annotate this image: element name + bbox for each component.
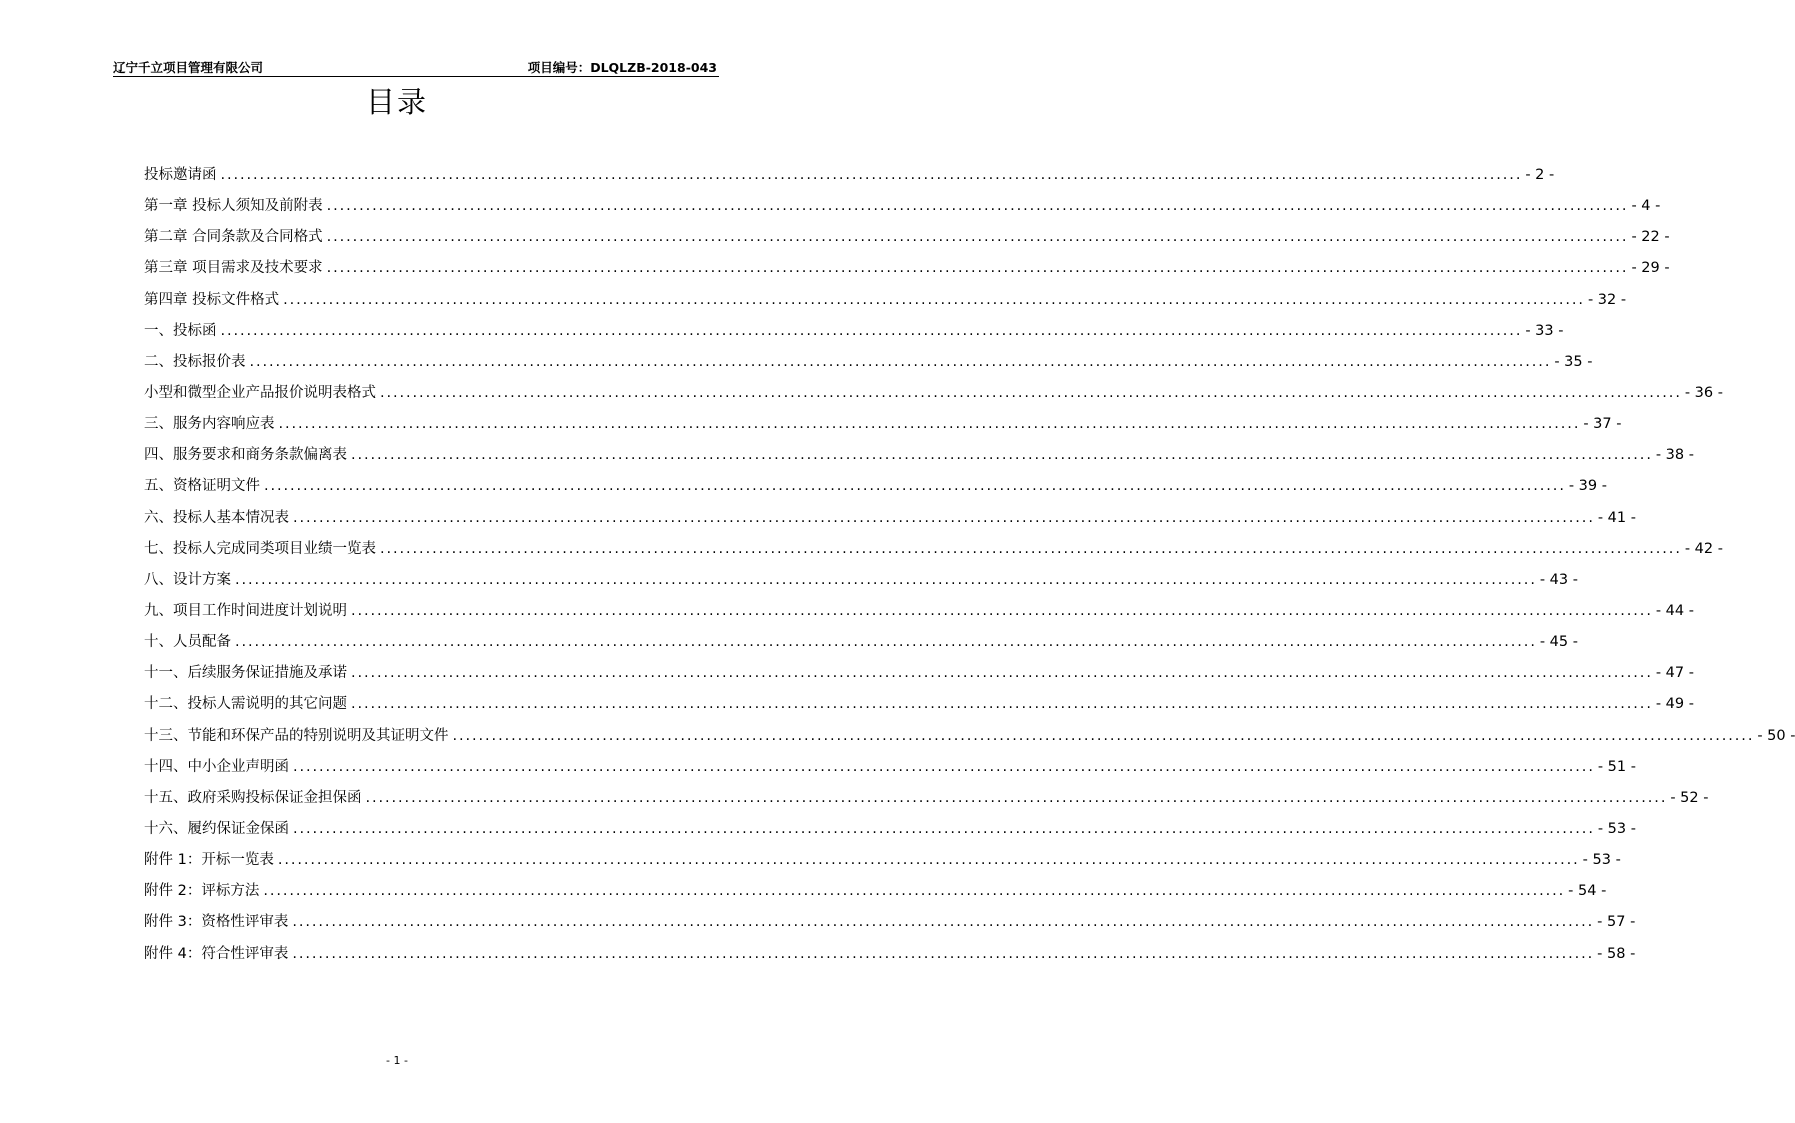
toc-leader-dots: ........................................................................................................................................................................................................ (351, 447, 1653, 464)
toc-entry-page: - 42 - (1684, 540, 1723, 557)
toc-entry[interactable] (144, 814, 1636, 845)
toc-leader-dots: ........................................................................................................................................................................................................ (292, 945, 1595, 962)
toc-entry-label: 第二章 合同条款及合同格式 (144, 229, 323, 246)
toc-entry[interactable] (144, 160, 1555, 191)
toc-entry-page: - 4 - (1631, 198, 1661, 215)
toc-entry-label: 十二、投标人需说明的其它问题 (144, 696, 347, 713)
toc-entry[interactable] (144, 316, 1564, 347)
toc-entry-label: 第三章 项目需求及技术要求 (144, 260, 323, 277)
toc-entry-label: 七、投标人完成同类项目业绩一览表 (144, 540, 376, 557)
page-header (113, 56, 719, 77)
toc-title: 目录 (365, 85, 428, 119)
toc-entry-label: 三、服务内容响应表 (144, 416, 275, 433)
toc-entry-page: - 53 - (1582, 852, 1621, 869)
toc-entry[interactable] (144, 907, 1636, 938)
toc-entry-page: - 35 - (1554, 353, 1593, 370)
toc-entry[interactable] (144, 347, 1593, 378)
toc-entry-label: 十、人员配备 (144, 634, 231, 651)
toc-entry-page: - 22 - (1631, 229, 1670, 246)
toc-entry-label: 四、服务要求和商务条款偏离表 (144, 447, 347, 464)
toc-entry-page: - 51 - (1597, 758, 1636, 775)
toc-entry-label: 第四章 投标文件格式 (144, 291, 280, 308)
toc-leader-dots: ........................................................................................................................................................................................................ (277, 852, 1580, 869)
toc-entry[interactable] (144, 253, 1670, 284)
company-name: 辽宁千立项目管理有限公司 (113, 60, 264, 75)
toc-entry-page: - 32 - (1587, 291, 1627, 308)
toc-entry-label: 附件 3：资格性评审表 (144, 914, 289, 931)
toc-leader-dots: ........................................................................................................................................................................................................ (264, 478, 1566, 495)
toc-entry-page: - 43 - (1539, 571, 1578, 588)
toc-entry[interactable] (144, 191, 1661, 222)
toc-entry-page: - 53 - (1597, 820, 1636, 837)
toc-entry[interactable] (144, 471, 1607, 502)
toc-entry-label: 六、投标人基本情况表 (144, 509, 289, 526)
toc-entry-label: 小型和微型企业产品报价说明表格式 (144, 384, 376, 401)
toc-leader-dots: ........................................................................................................................................................................................................ (292, 914, 1595, 931)
toc-entry-page: - 36 - (1684, 384, 1723, 401)
toc-entry-page: - 37 - (1583, 416, 1622, 433)
toc-entry-page: - 41 - (1597, 509, 1636, 526)
toc-entry[interactable] (144, 845, 1621, 876)
toc-entry-page: - 58 - (1597, 945, 1636, 962)
toc-entry[interactable] (144, 627, 1578, 658)
toc-entry-label: 附件 4：符合性评审表 (144, 945, 289, 962)
toc-leader-dots: ........................................................................................................................................................................................................ (380, 384, 1682, 401)
toc-entry-page: - 54 - (1568, 883, 1607, 900)
toc-leader-dots: ........................................................................................................................................................................................................ (220, 167, 1523, 183)
toc-entry-label: 十一、后续服务保证措施及承诺 (144, 665, 347, 682)
toc-entry-page: - 50 - (1757, 727, 1795, 744)
toc-leader-dots: ........................................................................................................................................................................................................ (278, 416, 1581, 433)
toc-entry-label: 附件 2：评标方法 (144, 883, 260, 900)
toc-entry-page: - 57 - (1597, 914, 1636, 931)
toc-entry[interactable] (144, 285, 1627, 316)
toc-entry[interactable] (144, 565, 1578, 596)
toc-entry-label: 附件 1：开标一览表 (144, 852, 274, 869)
toc-entry-label: 十三、节能和环保产品的特别说明及其证明文件 (144, 727, 449, 744)
toc-entry-page: - 38 - (1655, 447, 1694, 464)
toc-entry[interactable] (144, 721, 1795, 752)
toc-entry-page: - 2 - (1525, 167, 1555, 183)
toc-entry-label: 五、资格证明文件 (144, 478, 260, 495)
toc-leader-dots: ........................................................................................................................................................................................................ (220, 322, 1523, 339)
toc-entry-page: - 33 - (1525, 322, 1564, 339)
toc-leader-dots: ........................................................................................................................................................................................................ (293, 820, 1595, 837)
toc-leader-dots: ........................................................................................................................................................................................................ (263, 883, 1566, 900)
toc-entry-page: - 49 - (1655, 696, 1694, 713)
toc-entry-label: 十五、政府采购投标保证金担保函 (144, 789, 362, 806)
toc-entry-label: 十六、履约保证金保函 (144, 820, 289, 837)
page-number-footer: - 1 - (386, 1054, 408, 1067)
toc-entry[interactable] (144, 503, 1636, 534)
toc-entry-page: - 39 - (1568, 478, 1607, 495)
toc-entry[interactable] (144, 378, 1723, 409)
toc-leader-dots: ........................................................................................................................................................................................................ (249, 353, 1552, 370)
toc-leader-dots: ........................................................................................................................................................................................................ (283, 291, 1585, 308)
toc-entry[interactable] (144, 596, 1694, 627)
toc-entry[interactable] (144, 689, 1694, 720)
toc-leader-dots: ........................................................................................................................................................................................................ (351, 696, 1653, 713)
toc-leader-dots: ........................................................................................................................................................................................................ (326, 229, 1629, 246)
toc-entry[interactable] (144, 409, 1622, 440)
toc-entry-label: 第一章 投标人须知及前附表 (144, 198, 323, 215)
toc-entry[interactable] (144, 222, 1670, 253)
toc-entry-page: - 52 - (1670, 789, 1709, 806)
toc-entry-page: - 29 - (1631, 260, 1670, 277)
project-number: 项目编号：DLQLZB-2018-043 (527, 60, 717, 75)
toc-leader-dots: ........................................................................................................................................................................................................ (380, 540, 1682, 557)
toc-entry-label: 投标邀请函 (144, 167, 217, 183)
toc-entry[interactable] (144, 534, 1723, 565)
toc-leader-dots: ........................................................................................................................................................................................................ (326, 198, 1629, 215)
toc-entry-label: 十四、中小企业声明函 (144, 758, 289, 775)
toc-entry-page: - 44 - (1655, 602, 1694, 619)
toc-entry-label: 一、投标函 (144, 322, 217, 339)
toc-entry-page: - 45 - (1539, 634, 1578, 651)
toc-leader-dots: ........................................................................................................................................................................................................ (293, 758, 1595, 775)
toc-entry-label: 八、设计方案 (144, 571, 231, 588)
toc-entry-label: 九、项目工作时间进度计划说明 (144, 602, 347, 619)
table-of-contents (144, 160, 1795, 970)
toc-entry[interactable] (144, 440, 1694, 471)
toc-entry[interactable] (144, 783, 1709, 814)
toc-leader-dots: ........................................................................................................................................................................................................ (365, 789, 1668, 806)
toc-leader-dots: ........................................................................................................................................................................................................ (235, 571, 1537, 588)
toc-leader-dots: ........................................................................................................................................................................................................ (452, 727, 1755, 744)
toc-leader-dots: ........................................................................................................................................................................................................ (326, 260, 1629, 277)
toc-entry-page: - 47 - (1655, 665, 1694, 682)
toc-entry[interactable] (144, 658, 1694, 689)
toc-leader-dots: ........................................................................................................................................................................................................ (293, 509, 1595, 526)
toc-entry[interactable] (144, 752, 1636, 783)
toc-leader-dots: ........................................................................................................................................................................................................ (235, 634, 1537, 651)
toc-entry-label: 二、投标报价表 (144, 353, 246, 370)
toc-entry[interactable] (144, 939, 1636, 970)
toc-leader-dots: ........................................................................................................................................................................................................ (351, 602, 1653, 619)
toc-leader-dots: ........................................................................................................................................................................................................ (351, 665, 1653, 682)
toc-entry[interactable] (144, 876, 1607, 907)
